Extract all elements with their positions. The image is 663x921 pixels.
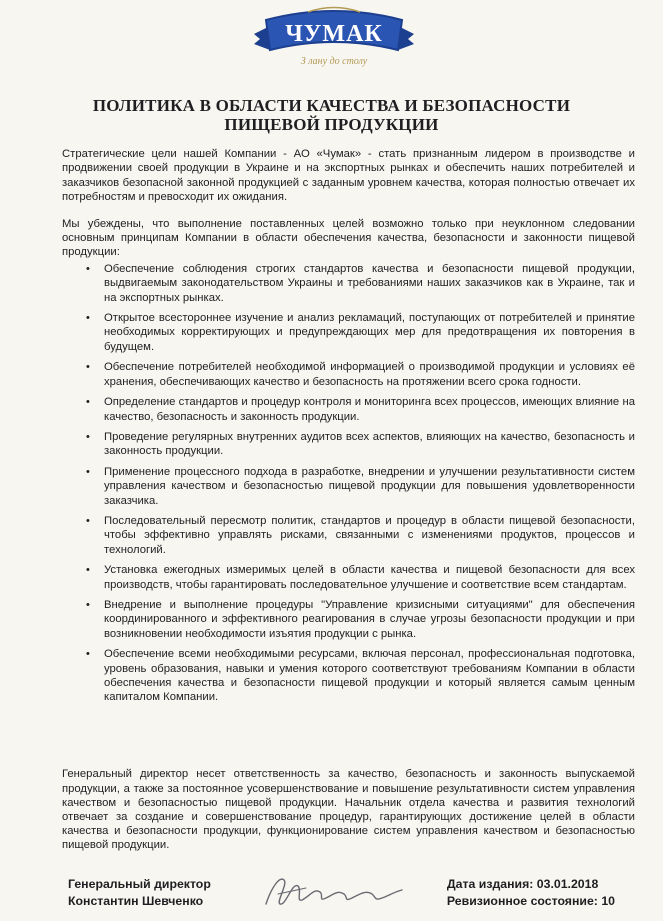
responsibility-paragraph: Генеральный директор несет ответственность за качество, безопасность и законность выпускаемой продукции, а также за постоянное усовершенствование и повышение результативности систем управления качеством и безопасностью пищевой продукции. Начальник отдела качества и развития технологий отвечает за создание и совершенствование процедур, гарантирующих достижение целей в области качества и безопасности продукции, функционирование систем управления качеством и безопасностью пищевой продукции. <box>62 768 635 852</box>
list-item: • Проведение регулярных внутренних аудитов всех аспектов, влияющих на качество, безопасность и законность продукции. <box>86 430 635 458</box>
list-item: • Обеспечение всеми необходимыми ресурсами, включая персонал, профессиональная подготовка, уровень образования, навыки и умения которого соответствуют требованиям Компании в области обеспечения качества и безопасности пищевой продукции и который является самым ценным капиталом Компании. <box>86 648 635 704</box>
list-item: • Обеспечение потребителей необходимой информацией о производимой продукции и условиях её хранения, обеспечивающих качество и безопасность на протяжении всего срока годности. <box>86 361 635 388</box>
revision-state: Ревизионное состояние: 10 <box>446 894 615 908</box>
list-item: • Применение процессного подхода в разработке, внедрении и улучшении результативности систем управления качеством и безопасностью пищевой продукции для повышения удовлетворенности заказчика. <box>86 465 635 507</box>
list-item: • Внедрение и выполнение процедуры "Управление кризисными ситуациями" для обеспечения координированного и эффективного реагирования в случае угрозы безопасности продукции и при возникновении необходимости изъятия продукции с рынка. <box>86 598 635 640</box>
belief-paragraph: Мы убеждены, что выполнение поставленных целей возможно только при неуклонном следовании основным принципам Компании в области обеспечения качества, безопасности и законности пищевой продукции: <box>62 217 635 259</box>
list-item: • Открытое всестороннее изучение и анализ рекламаций, поступающих от потребителей и принятие необходимых корректирующих и предупреждающих мер для предотвращения их повторения в будущем. <box>86 312 635 353</box>
document-meta <box>447 876 615 910</box>
bullet-icon: • <box>86 465 90 478</box>
logo-tagline-text: З лану до столу <box>300 56 368 67</box>
list-item: • Последовательный пересмотр политик, стандартов и процедур в области пищевой безопасности, чтобы эффективно управлять рисками, связанными с изменениями продуктов, процессов и технологий. <box>86 514 635 556</box>
bullet-icon: • <box>86 396 90 409</box>
bullet-icon: • <box>86 262 90 275</box>
title-line-2: ПИЩЕВОЙ ПРОДУКЦИИ <box>224 115 439 134</box>
document-title <box>40 96 623 134</box>
bullet-icon: • <box>86 564 90 577</box>
issue-date: Дата издания: 03.01.2018 <box>446 877 599 891</box>
bullet-icon: • <box>86 361 90 374</box>
logo-brand-text: ЧУМАК <box>285 21 383 47</box>
title-line-1: ПОЛИТИКА В ОБЛАСТИ КАЧЕСТВА И БЕЗОПАСНОСТИ <box>92 96 571 115</box>
signature-icon <box>258 868 408 916</box>
logo-emblem-icon <box>248 4 420 70</box>
list-item: • Определение стандартов и процедур контроля и мониторинга всех процессов, имеющих влияние на качество, безопасность и законность продукции. <box>86 396 635 423</box>
bullet-icon: • <box>86 430 90 443</box>
bullet-icon: • <box>86 648 90 661</box>
signatory-position: Генеральный директор <box>68 877 211 891</box>
bullet-icon: • <box>86 312 90 325</box>
bullet-icon: • <box>86 598 90 611</box>
chumak-logo <box>248 4 420 70</box>
list-item: • Установка ежегодных измеримых целей в области качества и пищевой безопасности для всех производств, чтобы гарантировать последовательное улучшение и соответствие всем стандартам. <box>86 564 635 591</box>
list-item: • Обеспечение соблюдения строгих стандартов качества и безопасности пищевой продукции, выдвигаемым законодательством Украины и требованиями наших заказчиков как в Украине, так и на экспортных рынках. <box>86 262 635 304</box>
intro-paragraph: Стратегические цели нашей Компании - АО «Чумак» - стать признанным лидером в производстве и продвижении своей продукции в Украине и на экспортных рынках и обеспечить наших потребителей и заказчиков безопасной законной продукцией с заданным уровнем качества, которая полностью отвечает их потребностям и превосходит их ожидания. <box>62 148 635 204</box>
signatory-name: Константин Шевченко <box>68 894 204 908</box>
policy-body <box>62 147 635 711</box>
principles-list <box>62 262 635 705</box>
bullet-icon: • <box>86 514 90 527</box>
signatory-block <box>68 876 211 910</box>
handwritten-signature <box>258 868 408 916</box>
